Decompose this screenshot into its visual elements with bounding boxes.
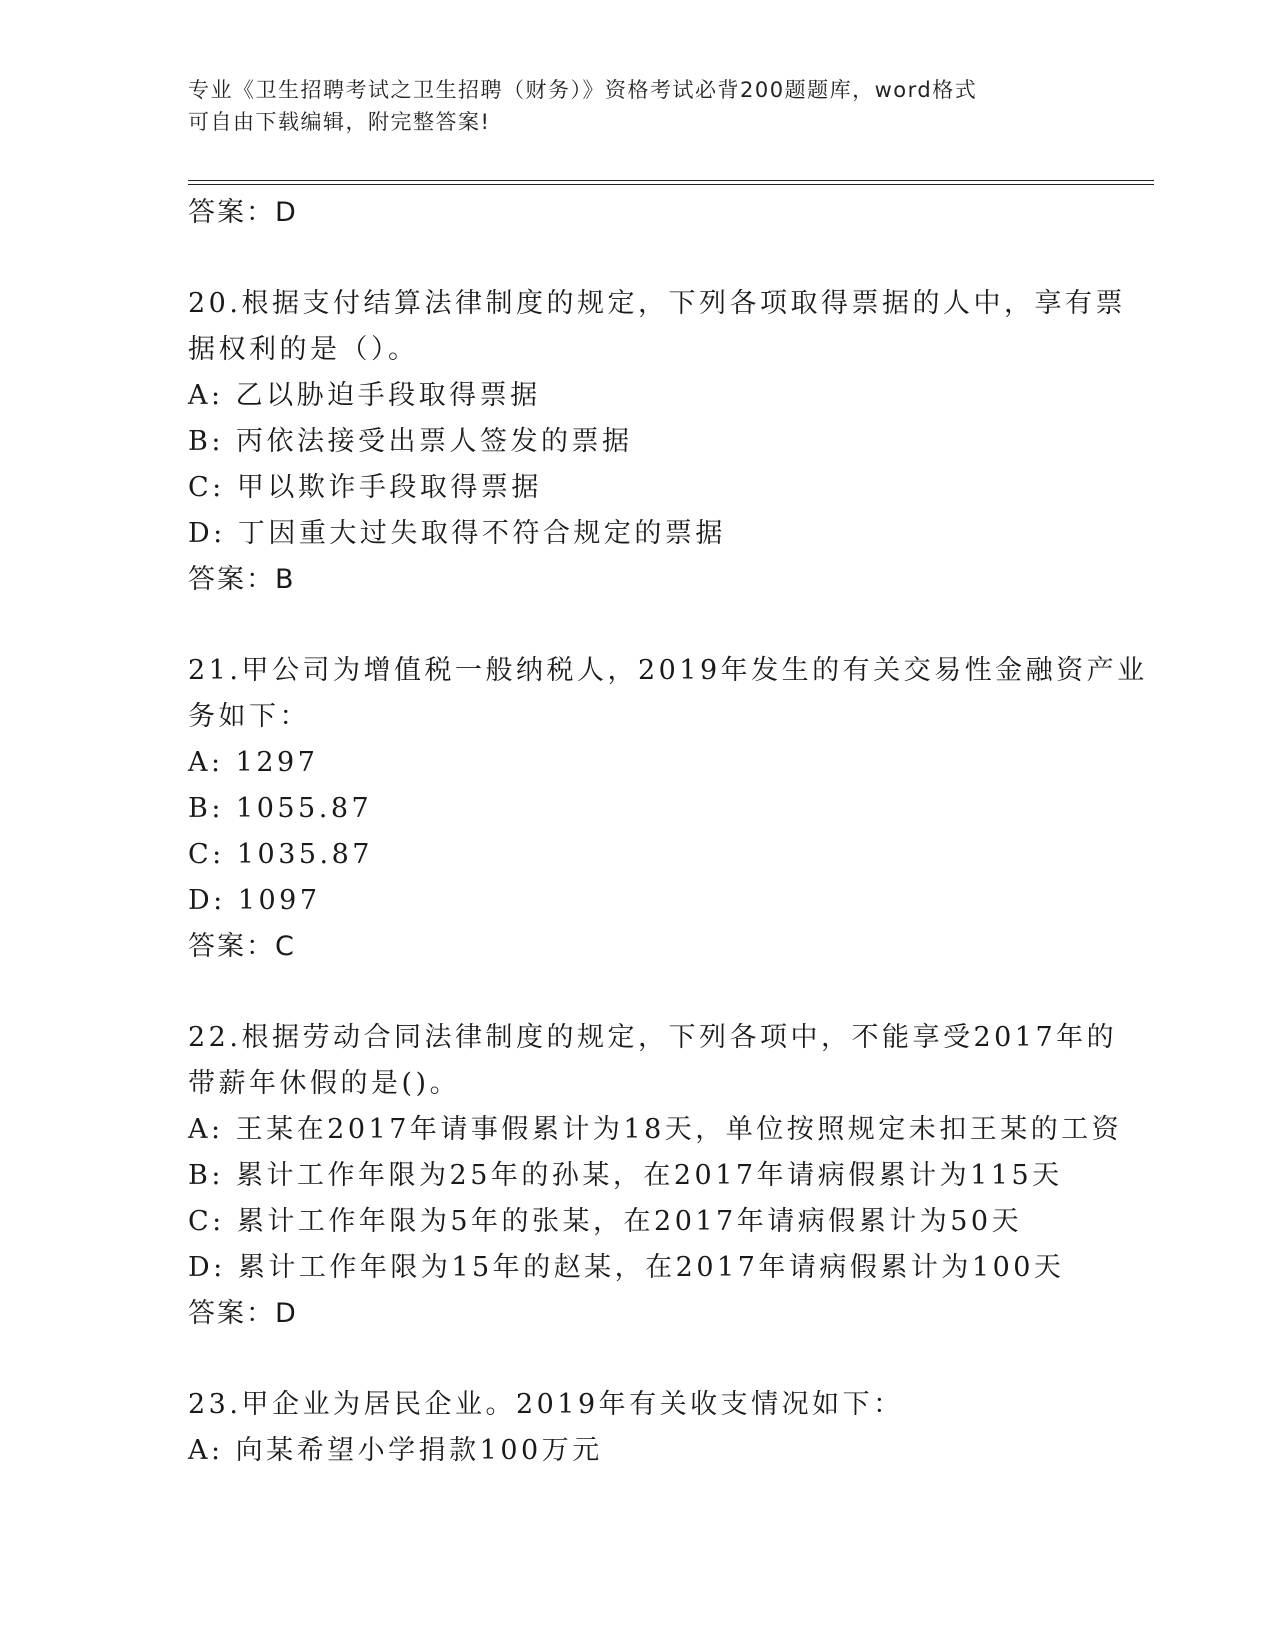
document-body (188, 190, 1148, 1474)
option-b: B: 丙依法接受出票人签发的票据 (188, 426, 633, 457)
question-21 (188, 648, 1148, 970)
option-c: C: 累计工作年限为5年的张某，在2017年请病假累计为50天 (188, 1206, 1023, 1237)
question-20 (188, 281, 1148, 603)
question-text: 21.甲公司为增值税一般纳税人，2019年发生的有关交易性金融资产业 (188, 655, 1148, 686)
answer-previous: 答案：D (188, 197, 298, 228)
option-d: D: 丁因重大过失取得不符合规定的票据 (188, 518, 726, 549)
option-a: A: 王某在2017年请事假累计为18天，单位按照规定未扣王某的工资 (188, 1114, 1123, 1145)
question-text: 22.根据劳动合同法律制度的规定，下列各项中，不能享受2017年的 (188, 1022, 1118, 1053)
option-b: B: 1055.87 (188, 793, 373, 824)
option-b: B: 累计工作年限为25年的孙某，在2017年请病假累计为115天 (188, 1160, 1063, 1191)
question-text: 带薪年休假的是()。 (188, 1068, 461, 1099)
question-text: 20.根据支付结算法律制度的规定，下列各项取得票据的人中，享有票 (188, 288, 1126, 319)
answer: 答案：C (188, 931, 296, 962)
header-rule-top (188, 180, 1154, 181)
option-d: D: 累计工作年限为15年的赵某，在2017年请病假累计为100天 (188, 1252, 1065, 1283)
answer: 答案：D (188, 1298, 298, 1329)
option-d: D: 1097 (188, 885, 321, 916)
option-c: C: 1035.87 (188, 839, 373, 870)
header-line-2: 可自由下载编辑，附完整答案! (188, 110, 491, 134)
header-rule-bottom (188, 184, 1154, 185)
option-a: A: 向某希望小学捐款100万元 (188, 1435, 603, 1466)
option-a: A: 1297 (188, 747, 319, 778)
option-c: C: 甲以欺诈手段取得票据 (188, 472, 542, 503)
question-22 (188, 1015, 1148, 1337)
option-a: A: 乙以胁迫手段取得票据 (188, 380, 541, 411)
question-text: 据权利的是（）。 (188, 334, 419, 365)
document-header (188, 74, 1068, 138)
question-23 (188, 1382, 1148, 1474)
question-text: 23.甲企业为居民企业。2019年有关收支情况如下： (188, 1389, 904, 1420)
question-text: 务如下： (188, 701, 310, 732)
header-line-1: 专业《卫生招聘考试之卫生招聘（财务）》资格考试必背200题题库，word格式 (188, 78, 978, 102)
answer: 答案：B (188, 564, 296, 595)
